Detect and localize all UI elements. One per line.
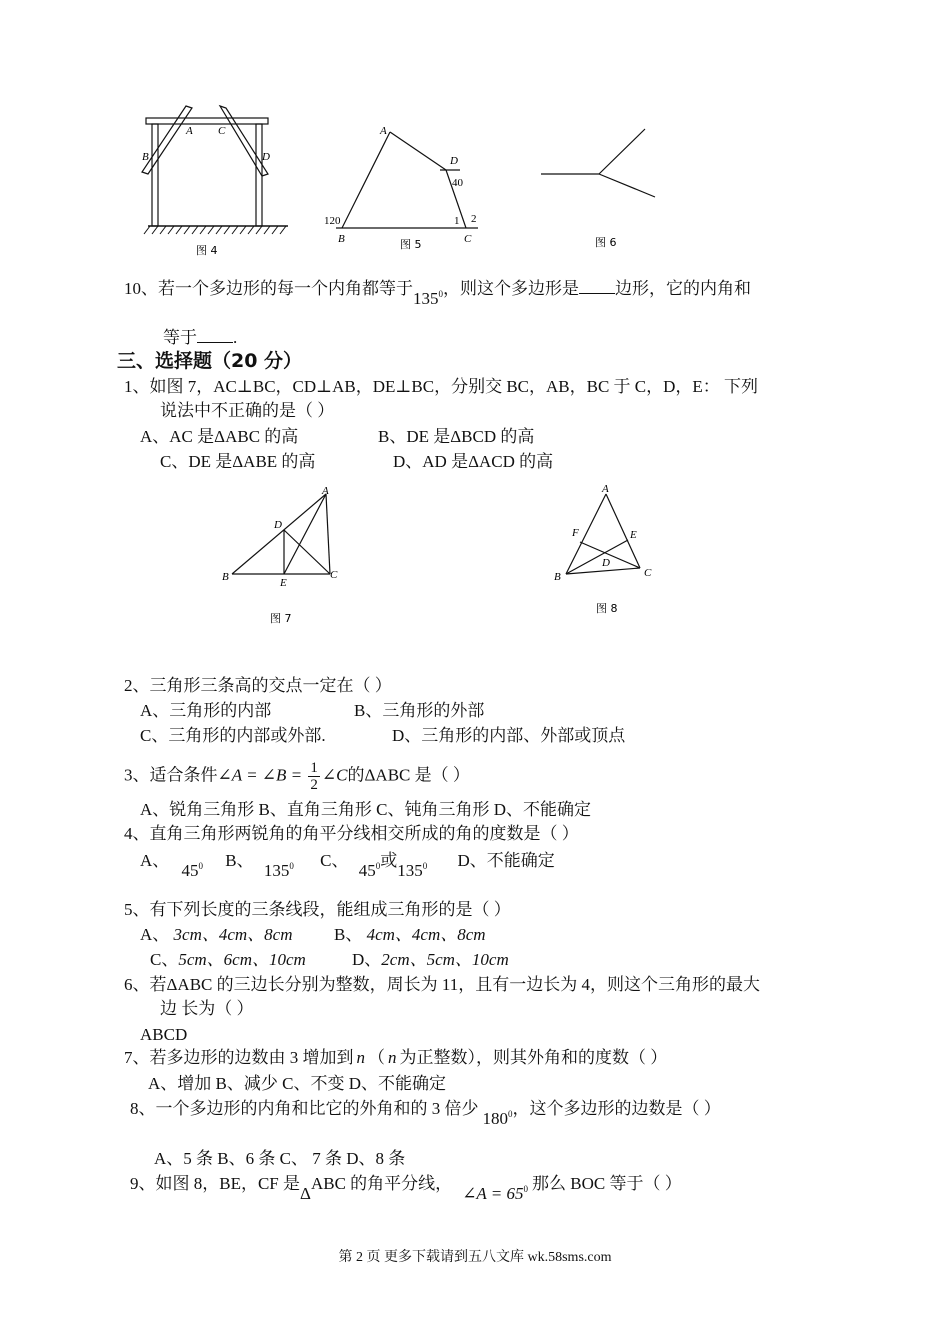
fig5-label-d: D	[450, 155, 458, 167]
c4-deg-b: 0	[289, 861, 294, 871]
c1-line-1: 1、如图 7，AC⊥BC，CD⊥AB，DE⊥BC，分别交 BC，AB，BC 于 C，D，E： 下列	[124, 377, 759, 396]
fig7-label-e: E	[280, 577, 287, 589]
c5-option-a-label: A、	[140, 925, 170, 944]
c5-option-c-text: 5cm、6cm、10cm	[178, 950, 306, 969]
c7-n1: n	[356, 1048, 365, 1067]
c5-option-c-label: C、	[150, 950, 179, 969]
c8-stem-b: ，这个多边形的边数是（ ）	[512, 1099, 721, 1118]
fig4-caption: 图 4	[196, 244, 218, 257]
page-footer: 第 2 页 更多下载请到五八文库 wk.58sms.com	[338, 1250, 612, 1265]
c4-option-b-label[interactable]: B、	[225, 851, 254, 870]
c3-stem-a: 3、适合条件	[124, 765, 218, 785]
c9-stem-b: ABC 的角平分线，	[310, 1174, 453, 1193]
c4-val-c1: 45	[358, 861, 376, 880]
c9-deg: 0	[523, 1184, 528, 1194]
fig8-caption: 图 8	[596, 602, 618, 615]
c3-options[interactable]: A、锐角三角形 B、直角三角形 C、钝角三角形 D、不能确定	[140, 800, 591, 819]
question-10-line-1	[124, 277, 751, 308]
c4-val-a: 45	[181, 861, 199, 880]
c4-val-b: 135	[263, 861, 290, 880]
c5-option-b-text: 4cm、4cm、8cm	[366, 925, 486, 944]
fig4-label-a: A	[186, 125, 193, 137]
c4-options	[140, 850, 555, 880]
c8-stem-a: 8、一个多边形的内角和比它的外角和的 3 倍少	[130, 1099, 479, 1118]
c1-option-a[interactable]: A、AC 是ΔABC 的高	[140, 427, 299, 446]
c3-stem	[124, 760, 470, 793]
q10-blank-1[interactable]	[579, 277, 615, 294]
question-10-line-2	[163, 326, 237, 349]
c5-option-a[interactable]	[140, 924, 293, 946]
c3-fraction	[308, 760, 320, 793]
figure-4	[130, 108, 300, 258]
q10-text-a: 10、若一个多边形的每一个内角都等于	[124, 279, 413, 298]
c9-formula: ∠A = 65	[462, 1184, 524, 1203]
c4-deg-c1: 0	[375, 861, 381, 871]
fig7-label-c: C	[330, 569, 338, 581]
c7-options[interactable]: A、增加 B、减少 C、不变 D、不能确定	[148, 1074, 446, 1093]
fig8-label-f: F	[572, 527, 579, 539]
c5-option-b-label: B、	[334, 925, 363, 944]
c9-stem	[130, 1173, 682, 1203]
c4-option-a-label[interactable]: A、	[140, 851, 170, 870]
q10-line2-a: 等于	[163, 328, 197, 347]
figure-8	[550, 480, 660, 620]
c7-stem	[124, 1047, 667, 1069]
c2-stem: 2、三角形三条高的交点一定在（ ）	[124, 676, 392, 695]
fig8-label-e: E	[630, 529, 637, 541]
figure-7	[218, 484, 348, 630]
c2-option-d[interactable]: D、三角形的内部、外部或顶点	[392, 726, 626, 745]
c3-stem-b: 的ΔABC 是（ ）	[347, 765, 470, 785]
fig5-angle-1: 1	[454, 215, 460, 227]
q10-blank-2[interactable]	[197, 326, 233, 343]
fig8-label-c: C	[644, 567, 652, 579]
q10-degree: 135	[413, 289, 439, 308]
c7-stem-b: （	[368, 1048, 385, 1067]
c3-frac-den: 2	[310, 777, 318, 793]
c4-deg-c2: 0	[422, 861, 428, 871]
section-3-title: 三、选择题（20 分）	[117, 350, 303, 372]
fig8-label-d: D	[602, 557, 610, 569]
c3-formula: ∠A = ∠B =	[217, 765, 303, 785]
fig5-label-a: A	[380, 125, 387, 137]
c5-option-d-text: 2cm、5cm、10cm	[381, 950, 509, 969]
c1-option-d[interactable]: D、AD 是ΔACD 的高	[393, 452, 554, 471]
fig6-caption: 图 6	[595, 236, 617, 249]
fig5-angle-b: 120	[324, 215, 341, 227]
fig5-label-c: C	[464, 233, 472, 245]
c4-or: 或	[380, 851, 398, 870]
c9-stem-c: 那么 BOC 等于（ ）	[531, 1174, 682, 1193]
q10-text-b: ，则这个多边形是	[443, 279, 579, 298]
q10-deg-mark: 0	[438, 289, 443, 299]
c3-formula-c: ∠C	[321, 765, 348, 785]
c6-line-3[interactable]: ABCD	[140, 1025, 188, 1044]
fig7-label-b: B	[222, 571, 229, 583]
fig5-angle-2: 2	[471, 213, 477, 225]
c1-line-2: 说法中不正确的是（ ）	[160, 401, 335, 420]
c7-stem-c: 为正整数），则其外角和的度数（ ）	[399, 1048, 668, 1067]
c1-option-c[interactable]: C、DE 是ΔABE 的高	[160, 452, 316, 471]
c3-frac-num: 1	[310, 760, 318, 776]
figure-6	[535, 125, 665, 255]
fig5-caption: 图 5	[400, 238, 422, 251]
c5-option-d-label: D、	[352, 950, 382, 969]
fig4-label-b: B	[142, 151, 149, 163]
c4-option-c-label[interactable]: C、	[320, 851, 349, 870]
c8-stem	[130, 1098, 721, 1128]
c9-stem-a: 9、如图 8，BE，CF 是	[130, 1174, 301, 1193]
fig4-label-c: C	[218, 125, 226, 137]
c1-option-b[interactable]: B、DE 是ΔBCD 的高	[378, 427, 535, 446]
c5-option-b[interactable]	[334, 924, 486, 946]
fig5-label-b: B	[338, 233, 345, 245]
c2-option-b[interactable]: B、三角形的外部	[354, 701, 485, 720]
c6-line-2: 边 长为（ ）	[160, 999, 254, 1018]
c2-option-c[interactable]: C、三角形的内部或外部.	[140, 726, 326, 745]
c5-option-d[interactable]	[352, 949, 509, 971]
fig8-label-a: A	[602, 483, 609, 495]
figure-5	[320, 118, 490, 258]
c7-n2: n	[388, 1048, 397, 1067]
fig7-caption: 图 7	[270, 612, 292, 625]
q10-text-c: 边形，它的内角和	[615, 279, 751, 298]
c2-option-a[interactable]: A、三角形的内部	[140, 701, 272, 720]
c7-stem-a: 7、若多边形的边数由 3 增加到	[124, 1048, 354, 1067]
c4-option-d[interactable]: D、不能确定	[457, 851, 555, 870]
c5-option-c[interactable]	[150, 949, 306, 971]
fig4-label-d: D	[262, 151, 270, 163]
c6-line-1: 6、若ΔABC 的三边长分别为整数，周长为 11，且有一边长为 4，则这个三角形的最大	[124, 975, 761, 994]
fig8-label-b: B	[554, 571, 561, 583]
c4-val-c2: 135	[397, 861, 423, 880]
fig7-label-a: A	[322, 485, 329, 497]
c8-options[interactable]: A、5 条 B、6 条 C、 7 条 D、8 条	[154, 1149, 406, 1168]
q10-line2-b: .	[233, 328, 238, 347]
c5-option-a-text: 3cm、4cm、8cm	[173, 925, 293, 944]
c5-stem: 5、有下列长度的三条线段，能组成三角形的是（ ）	[124, 900, 511, 919]
c4-deg-a: 0	[198, 861, 204, 871]
fig5-angle-d: 40	[452, 177, 463, 189]
fig7-label-d: D	[274, 519, 282, 531]
c9-delta: Δ	[300, 1184, 311, 1203]
c8-deg: 0	[508, 1109, 513, 1119]
c8-degree: 180	[482, 1109, 508, 1128]
c4-stem: 4、直角三角形两锐角的角平分线相交所成的角的度数是（ ）	[124, 824, 579, 843]
